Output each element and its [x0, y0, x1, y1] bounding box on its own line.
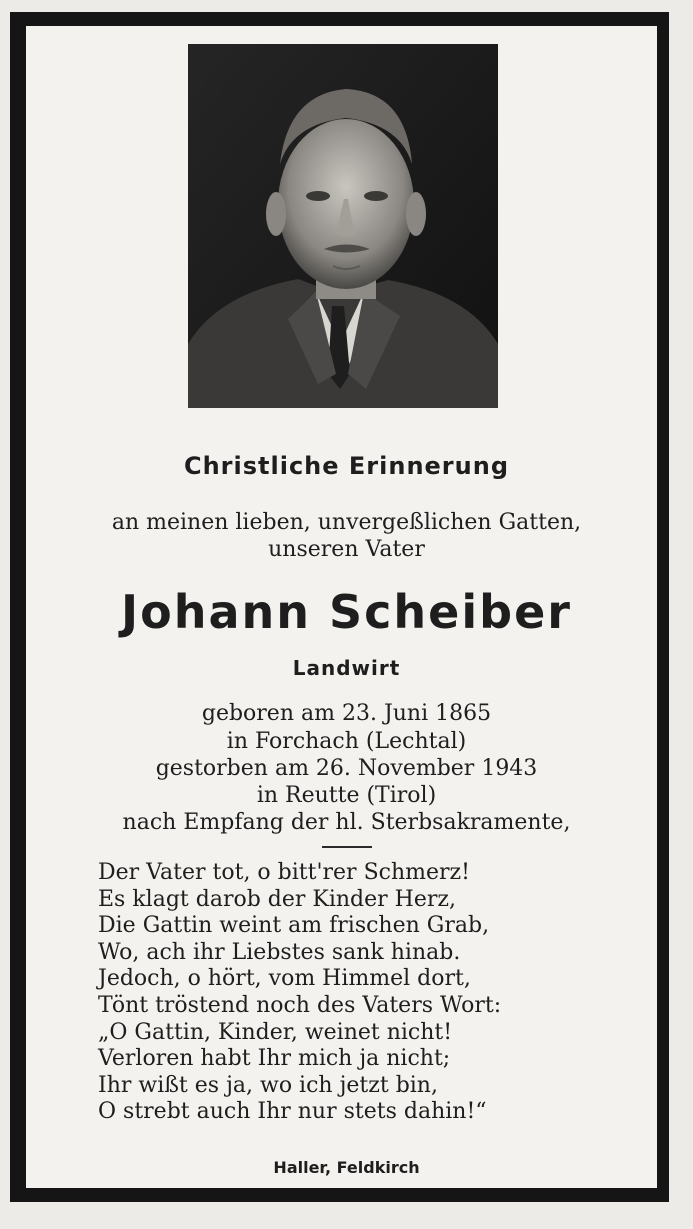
- poem-line: Ihr wißt es ja, wo ich jetzt bin,: [98, 1072, 438, 1098]
- divider: [322, 846, 372, 848]
- card-heading: Christliche Erinnerung: [183, 452, 509, 480]
- deceased-name: Johann Scheiber: [121, 585, 572, 639]
- poem-line: Die Gattin weint am frischen Grab,: [98, 913, 490, 939]
- death-date: gestorben am 26. November 1943: [155, 756, 538, 781]
- poem-line: O strebt auch Ihr nur stets dahin!“: [98, 1099, 487, 1125]
- birth-place: in Forchach (Lechtal): [226, 729, 467, 754]
- poem-line: Der Vater tot, o bitt'rer Schmerz!: [98, 860, 470, 885]
- poem-line: Es klagt darob der Kinder Herz,: [98, 886, 456, 912]
- dedication-line-1: an meinen lieben, unvergeßlichen Gatten,: [111, 510, 582, 535]
- occupation: Landwirt: [292, 656, 401, 680]
- birth-date: geboren am 23. Juni 1865: [201, 701, 492, 726]
- portrait-illustration: [188, 44, 498, 408]
- poem-line: Jedoch, o hört, vom Himmel dort,: [98, 966, 471, 992]
- sacraments-line: nach Empfang der hl. Sterbsakramente,: [122, 810, 571, 835]
- printer-imprint: Haller, Feldkirch: [273, 1158, 420, 1177]
- poem-line: „O Gattin, Kinder, weinet nicht!: [98, 1019, 453, 1045]
- poem-line: Verloren habt Ihr mich ja nicht;: [98, 1046, 451, 1072]
- portrait-photo: [188, 44, 498, 408]
- poem-line: Wo, ach ihr Liebstes sank hinab.: [98, 939, 461, 965]
- dedication-line-2: unseren Vater: [268, 537, 425, 562]
- death-place: in Reutte (Tirol): [256, 783, 437, 808]
- poem: [98, 860, 501, 1126]
- poem-line: Tönt tröstend noch des Vaters Wort:: [98, 992, 502, 1018]
